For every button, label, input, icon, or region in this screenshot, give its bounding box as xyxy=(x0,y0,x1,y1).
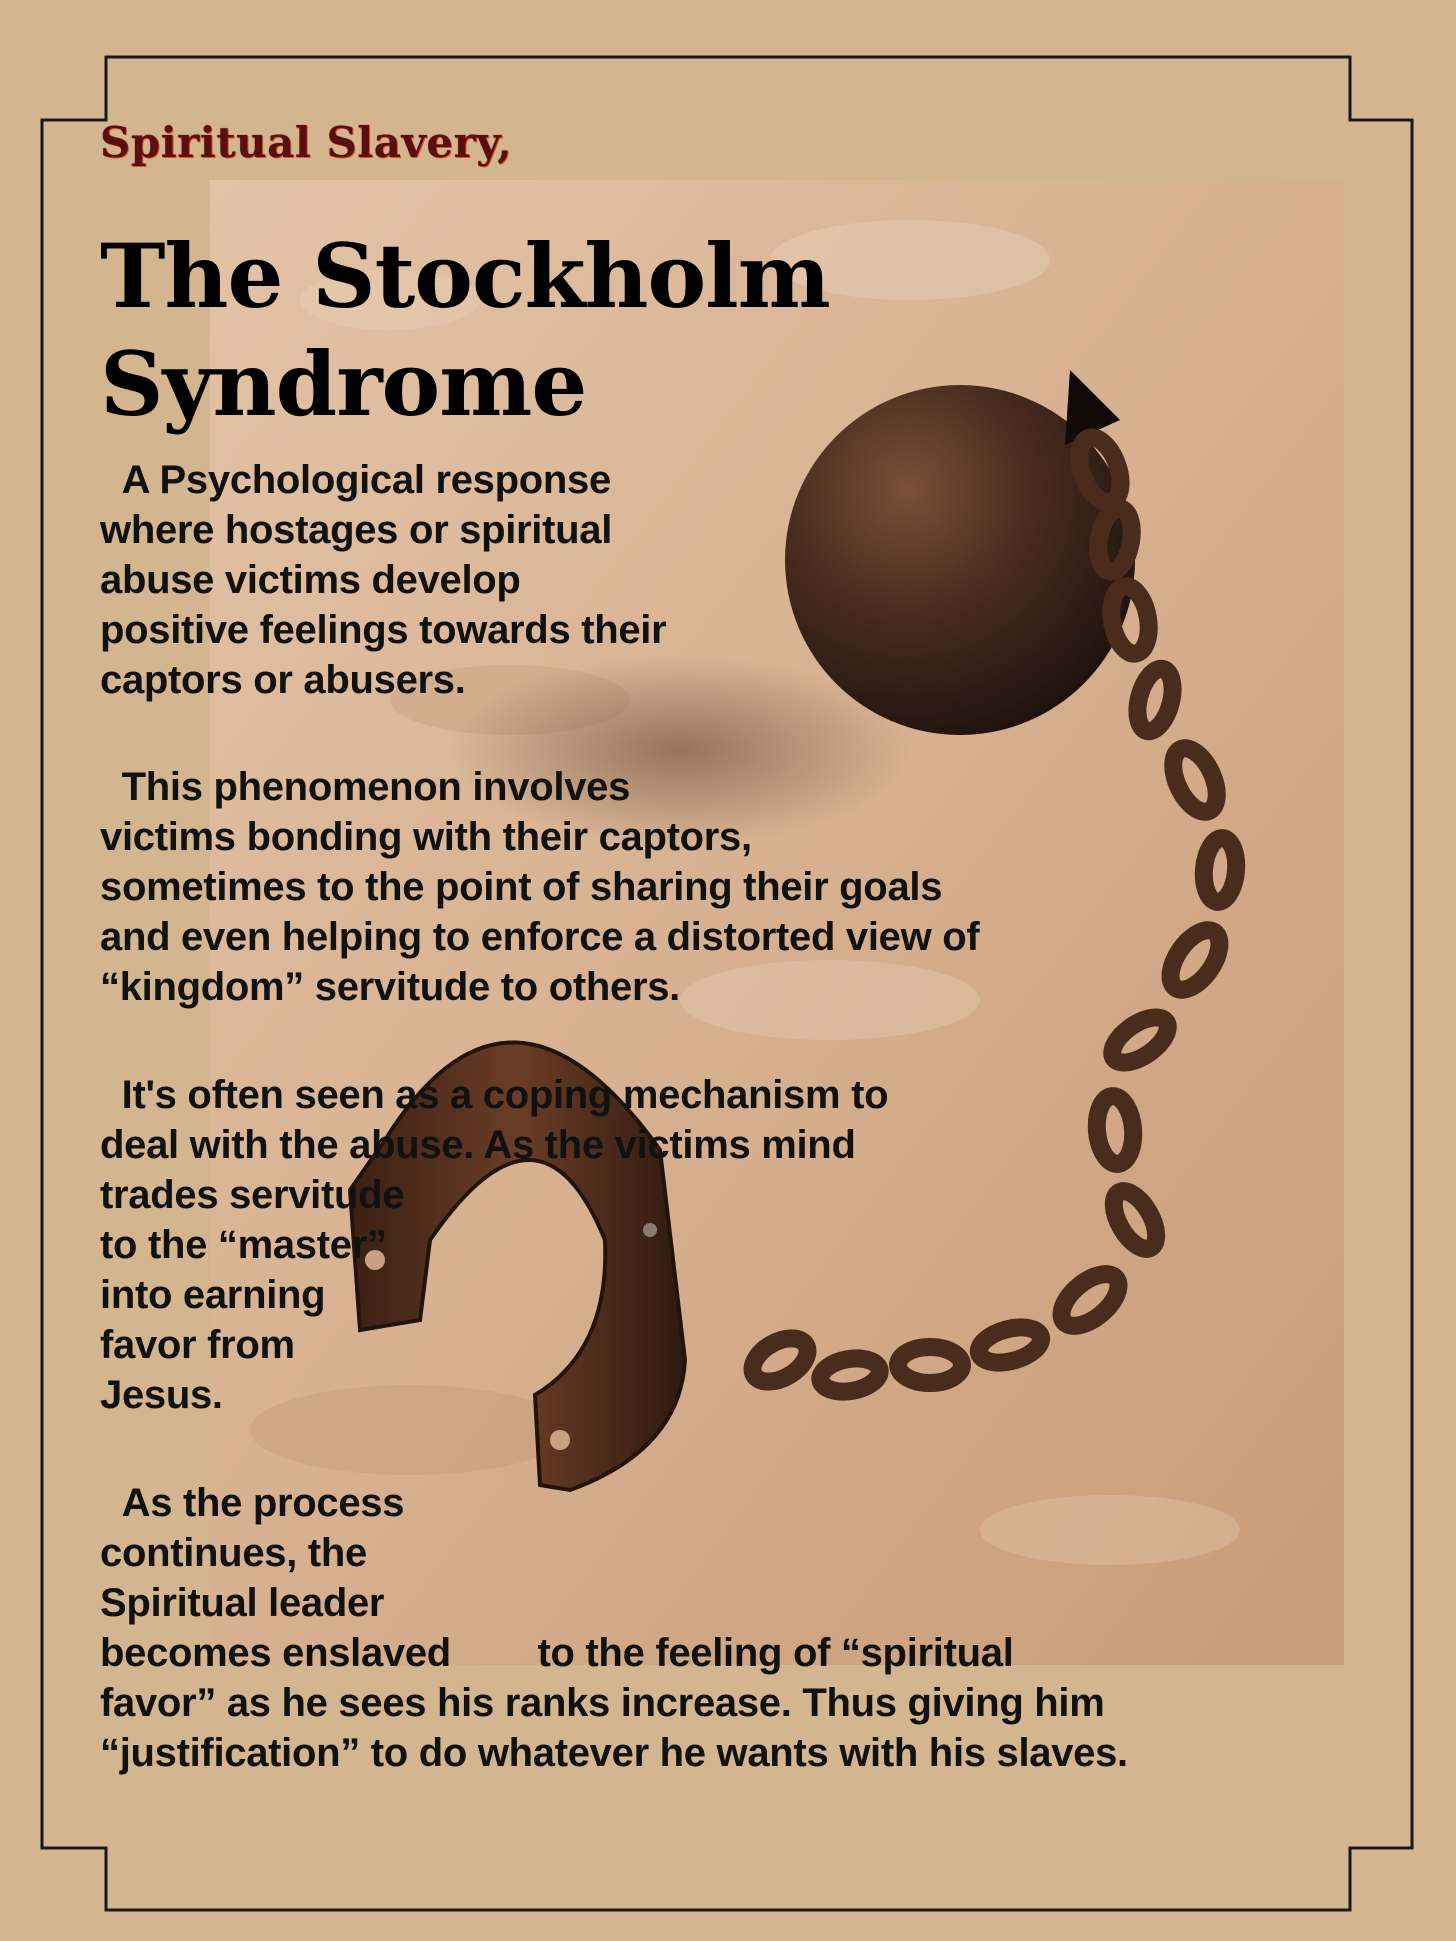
text-line: becomes enslaved to the feeling of “spiritual xyxy=(100,1631,1014,1675)
text-line: This phenomenon involves xyxy=(100,765,631,809)
text-line: Spiritual leader xyxy=(100,1581,385,1625)
title-line-1: The Stockholm xyxy=(100,224,830,328)
title-line-2: Syndrome xyxy=(100,332,587,436)
text-line: victims bonding with their captors, xyxy=(100,815,752,859)
text-line: positive feelings towards their xyxy=(100,608,667,652)
text-line: favor from xyxy=(100,1323,295,1367)
text-line: “kingdom” servitude to others. xyxy=(100,965,680,1009)
text-line: It's often seen as a coping mechanism to xyxy=(100,1073,889,1117)
subtitle: Spiritual Slavery, xyxy=(100,118,513,167)
text-line: favor” as he sees his ranks increase. Thus giving him xyxy=(100,1681,1105,1725)
text-line: Jesus. xyxy=(100,1373,223,1417)
text-line: abuse victims develop xyxy=(100,558,521,602)
text-line: into earning xyxy=(100,1273,326,1317)
text-line: continues, the xyxy=(100,1531,367,1575)
paragraph-definition xyxy=(100,455,666,705)
page-title xyxy=(100,222,830,438)
text-line: As the process xyxy=(100,1481,405,1525)
paragraph-phenomenon xyxy=(100,762,979,1012)
text-line: sometimes to the point of sharing their goals xyxy=(100,865,943,909)
text-line: to the “master” xyxy=(100,1223,387,1267)
text-line: captors or abusers. xyxy=(100,658,466,702)
text-line: and even helping to enforce a distorted view of xyxy=(100,915,980,959)
text-line: where hostages or spiritual xyxy=(100,508,613,552)
text-line: deal with the abuse. As the victims mind xyxy=(100,1123,856,1167)
text-line: A Psychological response xyxy=(100,458,611,502)
text-line: “justification” to do whatever he wants with his slaves. xyxy=(100,1731,1128,1775)
paragraph-leader xyxy=(100,1478,1128,1778)
paragraph-coping xyxy=(100,1070,888,1420)
text-line: trades servitude xyxy=(100,1173,405,1217)
